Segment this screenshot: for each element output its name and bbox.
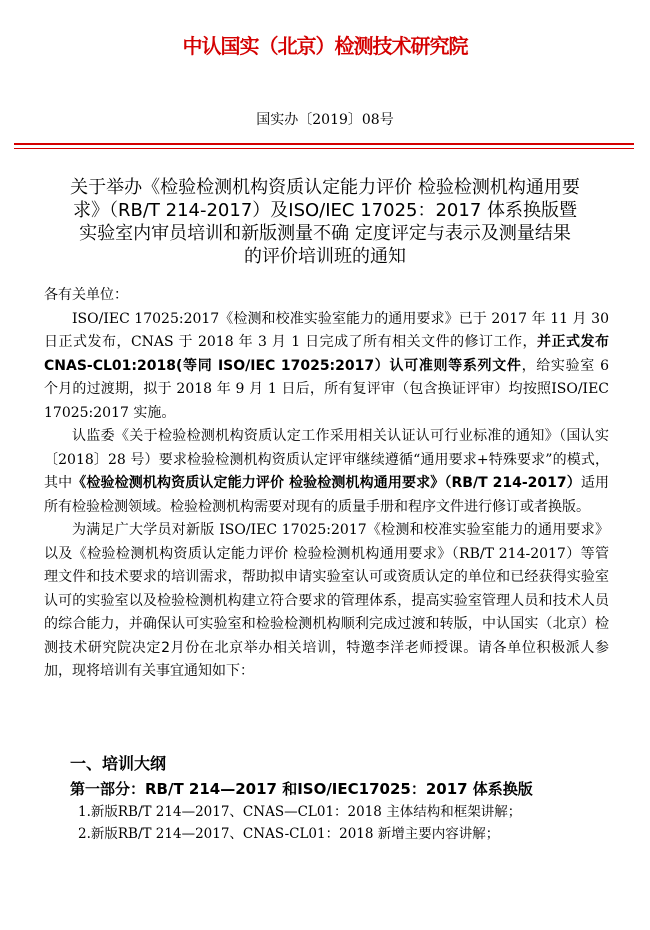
outline-item: 1.新版RB/T 214—2017、CNAS—CL01：2018 主体结构和框架讲解； bbox=[78, 804, 522, 820]
paragraph-1-emphasis: 并正式发布CNAS-CL01:2018(等同 ISO/IEC 17025:2017）认可准则等系列文件 bbox=[44, 334, 610, 374]
paragraph-1-text: ISO/IEC 17025:2017《检测和校准实验室能力的通用要求》已于 2017 年 11 月 30 日正式发布，CNAS 于 2018 年 3 月 1 日完成了所有相关文件的修订工作， bbox=[44, 310, 609, 350]
paragraph-1 bbox=[44, 308, 609, 426]
paragraph-2-emphasis: 《检验检测机构资质认定能力评价 检验检测机构通用要求》（RB/T 214-2017） bbox=[72, 475, 581, 491]
notice-title-line: 的评价培训班的通知 bbox=[244, 246, 406, 267]
paragraph-3-text: 为满足广大学员对新版 ISO/IEC 17025:2017《检测和校准实验室能力的通用要求》以及《检验检测机构资质认定能力评价 检验检测机构通用要求》（RB/T 214-2017）等管理文件和技术要求的培训需求， bbox=[44, 522, 609, 585]
notice-body bbox=[44, 284, 609, 684]
paragraph-2-text: 认监委《关于检验检测机构资质认定工作采用相关认证认可行业标准的通知》（国认实〔2018〕28 号）要求检验检测机构资质认定评审继续遵循“通用要求+特殊要求”的模式，其中 bbox=[44, 428, 609, 491]
paragraph-2-text-end: 适用所有检验检测领域。检验检测机构需要对现有的质量手册和程序文件进行修订或者换版。 bbox=[44, 475, 609, 515]
notice-title-line: 关于举办《检验检测机构资质认定能力评价 检验检测机构通用要 bbox=[70, 177, 580, 198]
salutation: 各有关单位： bbox=[44, 287, 128, 303]
outline-item: 2.新版RB/T 214—2017、CNAS-CL01：2018 新增主要内容讲解； bbox=[78, 826, 500, 842]
header-red-rule bbox=[14, 143, 634, 145]
notice-title-line: 求》（RB/T 214-2017）及ISO/IEC 17025：2017 体系换版暨 bbox=[72, 200, 578, 221]
notice-title-line: 实验室内审员培训和新版测量不确 定度评定与表示及测量结果 bbox=[79, 223, 571, 244]
paragraph-3-text-end: 帮助拟申请实验室认可或资质认定的单位和已经获得实验室认可的实验室以及检验检测机构建立符合要求的管理体系，提高实验室管理人员和技术人员的综合能力，并确保认可实验室和检验检测机构顺利完成过渡和转版，中认国实（北京）检测技术研究院决定2月份在北京举办相关培训，特邀李洋老师授课。请各单位积极派人参加，现将培训有关事宜通知如下： bbox=[44, 569, 610, 679]
header-red-rule-thin bbox=[14, 148, 634, 149]
paragraph-3 bbox=[44, 519, 609, 684]
section-heading-training-outline: 一、培训大纲 bbox=[70, 754, 167, 773]
notice-title bbox=[30, 176, 620, 268]
document-number: 国实办〔2019〕08号 bbox=[256, 112, 394, 128]
part-heading: 第一部分：RB/T 214—2017 和ISO/IEC17025：2017 体系换版 bbox=[70, 780, 533, 798]
organization-title: 中认国实（北京）检测技术研究院 bbox=[182, 34, 468, 58]
paragraph-1-text-end: ，给实验室 6 个月的过渡期，拟于 2018 年 9 月 1 日后，所有复评审（包含换证评审）均按照ISO/IEC 17025:2017 实施。 bbox=[44, 357, 610, 421]
paragraph-2 bbox=[44, 425, 609, 519]
